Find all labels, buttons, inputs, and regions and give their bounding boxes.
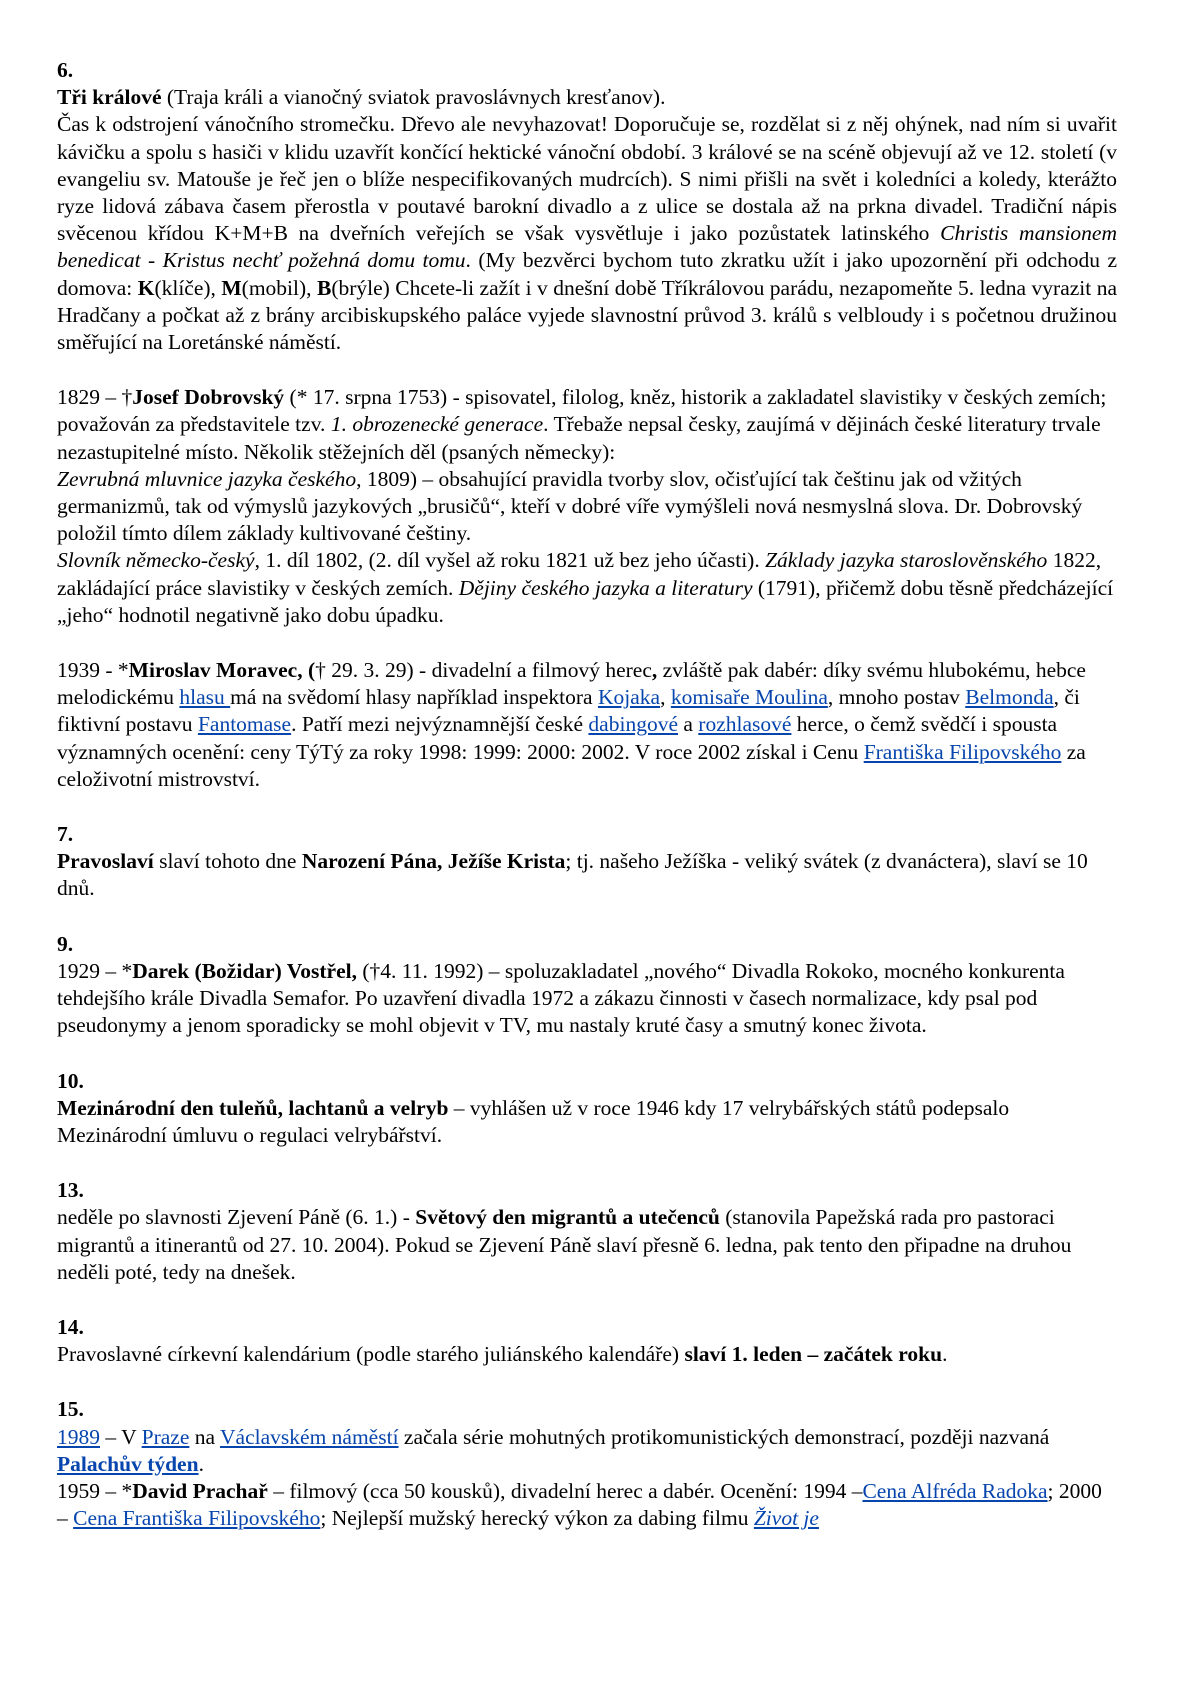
day-14-text-2: . xyxy=(942,1342,948,1367)
link-kojaka[interactable]: Kojaka xyxy=(597,685,661,710)
moravec-text-1: † 29. 3. 29) - divadelní a filmový herec xyxy=(315,658,652,683)
link-komisare-moulina[interactable]: komisaře Moulina xyxy=(670,685,828,710)
dobrovsky-generation: 1. obrozenecké generace xyxy=(330,412,544,437)
moravec-text-5: , či fiktivní postavu xyxy=(57,685,1080,737)
dobrovsky-work-2-text: , 1. díl 1802, (2. díl vyšel až roku 1821 už bez jeho účasti). xyxy=(254,548,766,573)
day-10-bold: Mezinárodní den tuleňů, lachtanů a velryb xyxy=(57,1095,449,1120)
moravec-text-6: . Patří mezi nejvýznamnější české xyxy=(291,712,589,737)
moravec-text-7: a xyxy=(677,712,699,737)
day-14-paragraph xyxy=(57,1341,1117,1368)
day-14-bold: slaví 1. leden – začátek roku xyxy=(684,1342,943,1367)
link-1989[interactable]: 1989 xyxy=(57,1424,100,1449)
day-15-text-2: na xyxy=(189,1424,221,1449)
moravec-text-8: herce, o čemž svědčí i spousta významných ocenění: ceny TýTý za roky 1998: 1999: 2000: 2002. V roce 2002 získal i Cenu xyxy=(57,712,1058,764)
dobrovsky-work-4-title: Dějiny českého jazyka a literatury xyxy=(458,575,753,600)
day-15-heading: 15. xyxy=(57,1397,84,1422)
day-15-text-1: – V xyxy=(100,1424,142,1449)
dobrovsky-work-1-title: Zevrubná mluvnice jazyka českého xyxy=(57,466,357,491)
link-praze[interactable]: Praze xyxy=(141,1424,190,1449)
link-frantiska-filipovskeho[interactable]: Františka Filipovského xyxy=(863,739,1062,764)
dobrovsky-paragraph xyxy=(57,384,1117,466)
tri-kralove-title: Tři králové xyxy=(57,85,162,110)
day-7-text-2: ; tj. našeho Ježíška - veliký svátek (z dvanáctera), slaví se 10 dnů. xyxy=(57,849,1088,901)
dobrovsky-paren: ( xyxy=(284,385,297,410)
day-10-paragraph xyxy=(57,1095,1117,1149)
dobrovsky-work-3-title: Základy jazyka staroslověnského xyxy=(765,548,1048,573)
prachar-year: 1959 – * xyxy=(57,1478,133,1503)
day-13-text-1: neděle po slavnosti Zjevení Páně (6. 1.) - xyxy=(57,1205,416,1230)
link-hlasu[interactable]: hlasu xyxy=(179,685,231,710)
dobrovsky-work-1 xyxy=(57,466,1117,548)
prachar-text-1: – filmový (cca 50 kousků), divadelní herec a dabér. Ocenění: 1994 – xyxy=(267,1478,863,1503)
day-14-heading: 14. xyxy=(57,1314,84,1339)
day-7-heading: 7. xyxy=(57,822,74,847)
vostrel-name: Darek (Božidar) Vostřel, xyxy=(132,958,357,983)
day-6-heading: 6. xyxy=(57,58,74,82)
prachar-name: David Prachař xyxy=(132,1478,268,1503)
day-13-paragraph xyxy=(57,1204,1117,1286)
link-vaclavske-namesti[interactable]: Václavském náměstí xyxy=(220,1424,399,1449)
letter-k: K xyxy=(137,275,155,300)
day-15-text-3: začala série mohutných protikomunistických demonstrací, později nazvaná xyxy=(398,1424,1050,1449)
word-mobil: (mobil), xyxy=(241,275,317,300)
document-page xyxy=(57,57,1117,1532)
day-9-heading: 9. xyxy=(57,931,74,956)
latin-blessing: Christis mansionem benedicat - Kristus nechť požehná domu tomu xyxy=(57,221,1117,273)
tri-kralove-subtitle: (Traja králi a vianočný sviatok pravoslávnych kresťanov). xyxy=(161,85,666,110)
link-cena-frantiska-filipovskeho[interactable]: Cena Františka Filipovského xyxy=(73,1506,321,1531)
link-zivot-je[interactable] xyxy=(754,1506,819,1530)
word-klice: (klíče), xyxy=(154,275,222,300)
prachar-text-3: ; Nejlepší mužský herecký výkon za dabing filmu xyxy=(320,1506,754,1531)
moravec-name: Miroslav Moravec, ( xyxy=(128,658,316,683)
day-15-paragraph-1 xyxy=(57,1424,1117,1478)
tri-kralove-paragraph xyxy=(57,84,1117,111)
link-palachuv-tyden-label[interactable]: Palachův týden xyxy=(57,1451,199,1476)
link-rozhlasove[interactable]: rozhlasové xyxy=(698,712,792,737)
tri-kralove-text-2: . (My bezvěrci bychom tuto zkratku užít i jako upozornění při odchodu z domova: xyxy=(57,248,1117,300)
link-belmonda[interactable]: Belmonda xyxy=(965,685,1054,710)
dobrovsky-work-1-text: , 1809) – obsahující pravidla tvorby slov, očisťující tak češtinu jak od vžitých germanizmů, tak od výmyslů jazykových „brusičů“, kteří v dobré víře vymýšleli nová nesmyslná slova. Dr. Dobrovský položil tímto dílem základy kultivované češtiny. xyxy=(57,466,1083,546)
vostrel-text: (†4. 11. 1992) – spoluzakladatel „nového“ Divadla Rokoko, mocného konkurenta tehdejšího krále Divadla Semafor. Po uzavření divadla 1972 a zákazu činnosti v časech normalizace, kdy psal pod pseudonymy a jenom sporadicky se mohl objevit v TV, mu nastaly kruté časy a smutný konec života. xyxy=(57,958,1065,1038)
day-10-heading: 10. xyxy=(57,1068,84,1093)
link-palachuv-tyden[interactable] xyxy=(57,1452,199,1476)
day-7-bold-1: Pravoslaví xyxy=(57,849,154,874)
day-15-text-4: . xyxy=(198,1451,204,1476)
dobrovsky-name: Josef Dobrovský xyxy=(132,385,285,410)
moravec-comma: , xyxy=(651,658,658,683)
day-10-text: – vyhlášen už v roce 1946 kdy 17 velrybářských států podepsalo Mezinárodní úmluvu o regulaci velrybářství. xyxy=(57,1095,1010,1147)
tri-kralove-text xyxy=(57,111,1117,356)
dobrovsky-works-2 xyxy=(57,547,1117,629)
moravec-text-2: zvláště pak dabér: díky svému hlubokému, hebce melodickému xyxy=(57,658,1086,710)
day-7-text-1: slaví tohoto dne xyxy=(153,849,302,874)
tri-kralove-text-1: Čas k odstrojení vánočního stromečku. Dřevo ale nevyhazovat! Doporučuje se, rozdělat si z něj ohýnek, nad ním si uvařit kávičku a spolu s hasiči v klidu uzavřít končící hektické vánoční období. 3 králové se na scéně objevují až ve 12. století (v evangeliu sv. Matouše je řeč jen o blíže nespecifikovaných mudrcích). S nimi přišli na svět i koledníci a koledy, kterážto ryze lidová zábava časem přerostla v poutavé barokní divadlo a z ulice se dostala až na prkna divadel. Tradiční nápis svěcenou křídou K+M+B na dveřních veřejích se však vysvětluje i jako pozůstatek latinského xyxy=(57,112,1117,246)
letter-m: M xyxy=(221,275,242,300)
day-13-text-2: (stanovila Papežská rada pro pastoraci migrantů a itinerantů od 27. 10. 2004). Pokud se Zjevení Páně slaví přesně 6. ledna, pak tento den připadne na druhou neděli poté, tedy na dnešek. xyxy=(57,1205,1072,1284)
prachar-paragraph xyxy=(57,1478,1117,1532)
link-zivot-je-label[interactable]: Život je xyxy=(753,1506,819,1531)
day-7-bold-2: Narození Pána, Ježíše Krista xyxy=(301,849,566,874)
moravec-sep-1: , xyxy=(660,685,671,710)
dobrovsky-text-1: * 17. srpna 1753) - spisovatel, filolog, kněz, historik a zakladatel slavistiky v českých zemích; považován za představitele tzv. xyxy=(57,385,1107,437)
day-13-heading: 13. xyxy=(57,1178,84,1203)
dobrovsky-text-2: . Třebaže nepsal česky, zaujímá v dějinách české literatury trvale nezastupitelné místo. Několik stěžejních děl (psaných německy): xyxy=(57,412,1101,464)
moravec-text-3: má na svědomí hlasy například inspektora xyxy=(230,685,598,710)
day-7-paragraph xyxy=(57,848,1117,902)
prachar-text-2: ; 2000 – xyxy=(57,1478,1102,1531)
link-dabingove[interactable]: dabingové xyxy=(588,712,678,737)
moravec-year: 1939 - * xyxy=(57,658,129,683)
word-bryle: (brýle) Chcete-li zažít i v dnešní době Tříkrálovou parádu, nezapomeňte 5. ledna vyrazit na Hradčany a počkat až z brány arcibiskupského paláce vyjede slavnostní průvod 3. králů s velbloudy i s početnou družinou směřující na Loretánské náměstí. xyxy=(57,275,1117,355)
moravec-text-9: za celoživotní mistrovství. xyxy=(57,739,1086,791)
day-13-bold: Světový den migrantů a utečenců xyxy=(415,1205,720,1230)
link-cena-alfreda-radoka[interactable]: Cena Alfréda Radoka xyxy=(862,1478,1048,1503)
dobrovsky-year: 1829 – † xyxy=(57,385,133,410)
letter-b: B xyxy=(317,275,332,300)
vostrel-year: 1929 – * xyxy=(57,958,133,983)
dobrovsky-work-3-text: 1822, zakládající práce slavistiky v českých zemích. xyxy=(57,548,1102,600)
dobrovsky-work-2-title: Slovník německo-český xyxy=(57,548,255,573)
dobrovsky-work-4-text: (1791), přičemž dobu těsně předcházející „jeho“ hodnotil negativně jako dobu úpadku. xyxy=(57,575,1114,627)
day-14-text-1: Pravoslavné církevní kalendárium (podle starého juliánského kalendáře) xyxy=(57,1342,685,1367)
day-9-paragraph xyxy=(57,958,1117,1040)
moravec-text-4: , mnoho postav xyxy=(827,685,966,710)
link-fantomase[interactable]: Fantomase xyxy=(197,712,292,737)
moravec-paragraph xyxy=(57,657,1117,793)
